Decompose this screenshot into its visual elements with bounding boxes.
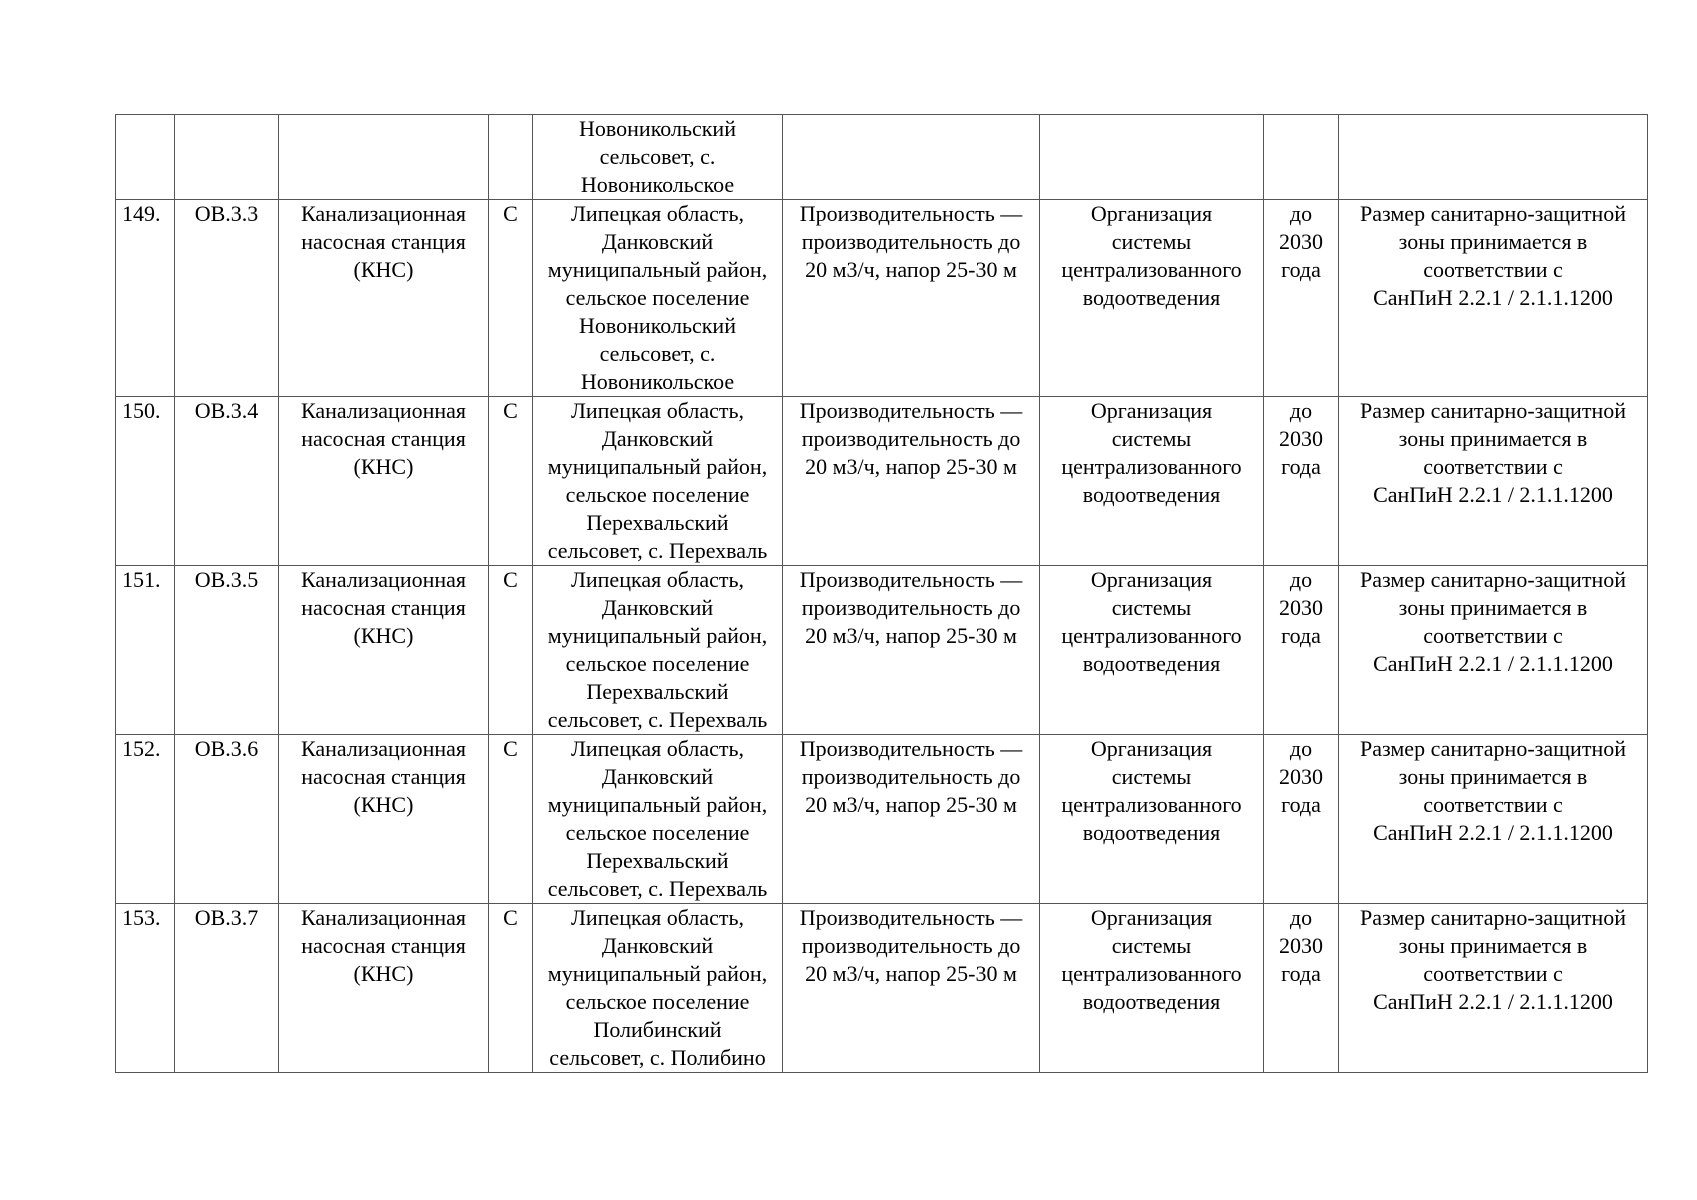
status-cell: С [489, 904, 533, 1073]
zone-line: СанПиН 2.2.1 / 2.1.1.1200 [1373, 651, 1613, 676]
purpose-cell [1040, 566, 1264, 735]
location-line: Данковский [601, 595, 714, 620]
status-cell: С [489, 200, 533, 397]
zone-line: зоны принимается в [1398, 426, 1588, 451]
code-cell [175, 115, 279, 200]
location-line: Данковский [601, 426, 714, 451]
name-line: Канализационная [300, 905, 467, 930]
location-line: муниципальный район, [547, 961, 768, 986]
location-line: Липецкая область, [570, 398, 745, 423]
table-row [116, 200, 1648, 397]
code-cell: ОВ.3.5 [175, 566, 279, 735]
location-line: Новоникольское [580, 172, 735, 197]
location-cell [533, 200, 783, 397]
capacity-line: производительность до [801, 933, 1021, 958]
purpose-line: водоотведения [1082, 651, 1221, 676]
zone-line: СанПиН 2.2.1 / 2.1.1.1200 [1373, 482, 1613, 507]
zone-line: соответствии с [1423, 961, 1563, 986]
capacity-line: 20 м3/ч, напор 25-30 м [805, 257, 1017, 282]
purpose-line: централизованного [1061, 623, 1242, 648]
term-line: года [1281, 257, 1321, 282]
code-cell: ОВ.3.6 [175, 735, 279, 904]
zone-line: Размер санитарно-защитной [1360, 567, 1626, 592]
location-cell [533, 735, 783, 904]
location-line: сельсовет, с. Перехваль [547, 876, 768, 901]
status-cell: С [489, 735, 533, 904]
capacity-line: производительность до [801, 764, 1021, 789]
term-line: до [1289, 905, 1313, 930]
purpose-line: водоотведения [1082, 820, 1221, 845]
location-line: Липецкая область, [570, 905, 745, 930]
term-line: 2030 [1279, 595, 1323, 620]
location-line: сельсовет, с. [599, 341, 716, 366]
term-line: года [1281, 961, 1321, 986]
location-line: сельсовет, с. Перехваль [547, 538, 768, 563]
status-cell: С [489, 566, 533, 735]
location-cell [533, 397, 783, 566]
term-line: до [1289, 201, 1313, 226]
location-line: Перехвальский [586, 679, 729, 704]
name-line: насосная станция [301, 595, 466, 620]
zone-line: Размер санитарно-защитной [1360, 736, 1626, 761]
zone-line: зоны принимается в [1398, 764, 1588, 789]
location-line: муниципальный район, [547, 454, 768, 479]
location-line: сельское поселение [565, 820, 750, 845]
zone-line: Размер санитарно-защитной [1360, 905, 1626, 930]
objects-table [115, 114, 1648, 1073]
capacity-line: 20 м3/ч, напор 25-30 м [805, 792, 1017, 817]
capacity-cell [783, 397, 1040, 566]
capacity-cell [783, 200, 1040, 397]
capacity-line: Производительность — [799, 398, 1023, 423]
location-line: сельсовет, с. Полибино [549, 1045, 766, 1070]
name-cell [279, 904, 489, 1073]
name-line: Канализационная [300, 398, 467, 423]
term-cell [1264, 397, 1339, 566]
location-line: Данковский [601, 764, 714, 789]
capacity-line: производительность до [801, 595, 1021, 620]
location-line: Липецкая область, [570, 736, 745, 761]
zone-cell [1339, 397, 1648, 566]
purpose-line: централизованного [1061, 257, 1242, 282]
zone-line: СанПиН 2.2.1 / 2.1.1.1200 [1373, 989, 1613, 1014]
name-cell [279, 566, 489, 735]
location-line: Данковский [601, 933, 714, 958]
zone-line: соответствии с [1423, 623, 1563, 648]
zone-line: зоны принимается в [1398, 229, 1588, 254]
name-line: (КНС) [353, 792, 414, 817]
location-line: муниципальный район, [547, 257, 768, 282]
code-cell: ОВ.3.7 [175, 904, 279, 1073]
num-cell [116, 115, 175, 200]
purpose-line: системы [1111, 764, 1192, 789]
purpose-cell [1040, 200, 1264, 397]
name-line: (КНС) [353, 257, 414, 282]
name-line: насосная станция [301, 764, 466, 789]
location-line: Липецкая область, [570, 567, 745, 592]
location-line: муниципальный район, [547, 623, 768, 648]
code-cell: ОВ.3.4 [175, 397, 279, 566]
zone-line: соответствии с [1423, 454, 1563, 479]
location-line: сельсовет, с. Перехваль [547, 707, 768, 732]
purpose-cell [1040, 904, 1264, 1073]
location-line: сельское поселение [565, 651, 750, 676]
capacity-line: производительность до [801, 229, 1021, 254]
term-cell [1264, 115, 1339, 200]
location-line: Данковский [601, 229, 714, 254]
purpose-line: водоотведения [1082, 285, 1221, 310]
purpose-line: централизованного [1061, 792, 1242, 817]
location-line: Перехвальский [586, 510, 729, 535]
num-cell: 150. [116, 397, 175, 566]
zone-cell [1339, 735, 1648, 904]
location-cell [533, 904, 783, 1073]
num-cell: 149. [116, 200, 175, 397]
name-line: (КНС) [353, 961, 414, 986]
capacity-line: Производительность — [799, 905, 1023, 930]
location-cell [533, 115, 783, 200]
term-line: 2030 [1279, 933, 1323, 958]
location-line: Новоникольское [580, 369, 735, 394]
name-line: Канализационная [300, 736, 467, 761]
table-row [116, 904, 1648, 1073]
num-cell: 152. [116, 735, 175, 904]
location-line: сельское поселение [565, 285, 750, 310]
capacity-cell [783, 904, 1040, 1073]
term-cell [1264, 200, 1339, 397]
purpose-line: водоотведения [1082, 482, 1221, 507]
num-cell: 151. [116, 566, 175, 735]
zone-line: Размер санитарно-защитной [1360, 201, 1626, 226]
term-cell [1264, 735, 1339, 904]
location-line: сельское поселение [565, 989, 750, 1014]
name-line: (КНС) [353, 454, 414, 479]
term-line: 2030 [1279, 229, 1323, 254]
name-line: Канализационная [300, 201, 467, 226]
term-line: 2030 [1279, 426, 1323, 451]
capacity-cell [783, 735, 1040, 904]
name-line: (КНС) [353, 623, 414, 648]
table-body [116, 115, 1648, 1073]
purpose-line: Организация [1090, 905, 1213, 930]
location-line: Полибинский [593, 1017, 722, 1042]
capacity-line: 20 м3/ч, напор 25-30 м [805, 961, 1017, 986]
zone-line: соответствии с [1423, 257, 1563, 282]
name-cell [279, 397, 489, 566]
name-cell [279, 735, 489, 904]
status-cell [489, 115, 533, 200]
code-cell: ОВ.3.3 [175, 200, 279, 397]
location-cell [533, 566, 783, 735]
location-line: Новоникольский [579, 116, 736, 141]
term-line: года [1281, 454, 1321, 479]
purpose-cell [1040, 115, 1264, 200]
term-line: до [1289, 567, 1313, 592]
table-row [116, 566, 1648, 735]
location-line: сельское поселение [565, 482, 750, 507]
name-line: насосная станция [301, 426, 466, 451]
name-line: Канализационная [300, 567, 467, 592]
term-line: до [1289, 736, 1313, 761]
zone-line: СанПиН 2.2.1 / 2.1.1.1200 [1373, 285, 1613, 310]
location-line: Перехвальский [586, 848, 729, 873]
zone-line: зоны принимается в [1398, 933, 1588, 958]
purpose-cell [1040, 735, 1264, 904]
zone-line: зоны принимается в [1398, 595, 1588, 620]
purpose-line: водоотведения [1082, 989, 1221, 1014]
capacity-line: 20 м3/ч, напор 25-30 м [805, 454, 1017, 479]
term-line: до [1289, 398, 1313, 423]
location-line: сельсовет, с. [599, 144, 716, 169]
zone-cell [1339, 200, 1648, 397]
status-cell: С [489, 397, 533, 566]
name-cell [279, 200, 489, 397]
location-line: Липецкая область, [570, 201, 745, 226]
location-line: муниципальный район, [547, 792, 768, 817]
table-row [116, 397, 1648, 566]
zone-line: СанПиН 2.2.1 / 2.1.1.1200 [1373, 820, 1613, 845]
capacity-line: 20 м3/ч, напор 25-30 м [805, 623, 1017, 648]
zone-line: соответствии с [1423, 792, 1563, 817]
name-cell [279, 115, 489, 200]
purpose-line: системы [1111, 595, 1192, 620]
purpose-line: системы [1111, 426, 1192, 451]
zone-cell [1339, 566, 1648, 735]
capacity-line: производительность до [801, 426, 1021, 451]
purpose-line: Организация [1090, 567, 1213, 592]
purpose-line: системы [1111, 933, 1192, 958]
table-row-continuation [116, 115, 1648, 200]
capacity-line: Производительность — [799, 736, 1023, 761]
num-cell: 153. [116, 904, 175, 1073]
purpose-line: Организация [1090, 736, 1213, 761]
purpose-cell [1040, 397, 1264, 566]
location-line: Новоникольский [579, 313, 736, 338]
purpose-line: Организация [1090, 398, 1213, 423]
capacity-line: Производительность — [799, 567, 1023, 592]
capacity-line: Производительность — [799, 201, 1023, 226]
purpose-line: централизованного [1061, 454, 1242, 479]
table-row [116, 735, 1648, 904]
name-line: насосная станция [301, 229, 466, 254]
zone-line: Размер санитарно-защитной [1360, 398, 1626, 423]
term-line: года [1281, 623, 1321, 648]
purpose-line: централизованного [1061, 961, 1242, 986]
zone-cell [1339, 904, 1648, 1073]
capacity-cell [783, 115, 1040, 200]
term-line: года [1281, 792, 1321, 817]
name-line: насосная станция [301, 933, 466, 958]
term-cell [1264, 566, 1339, 735]
capacity-cell [783, 566, 1040, 735]
zone-cell [1339, 115, 1648, 200]
term-line: 2030 [1279, 764, 1323, 789]
purpose-line: Организация [1090, 201, 1213, 226]
term-cell [1264, 904, 1339, 1073]
purpose-line: системы [1111, 229, 1192, 254]
